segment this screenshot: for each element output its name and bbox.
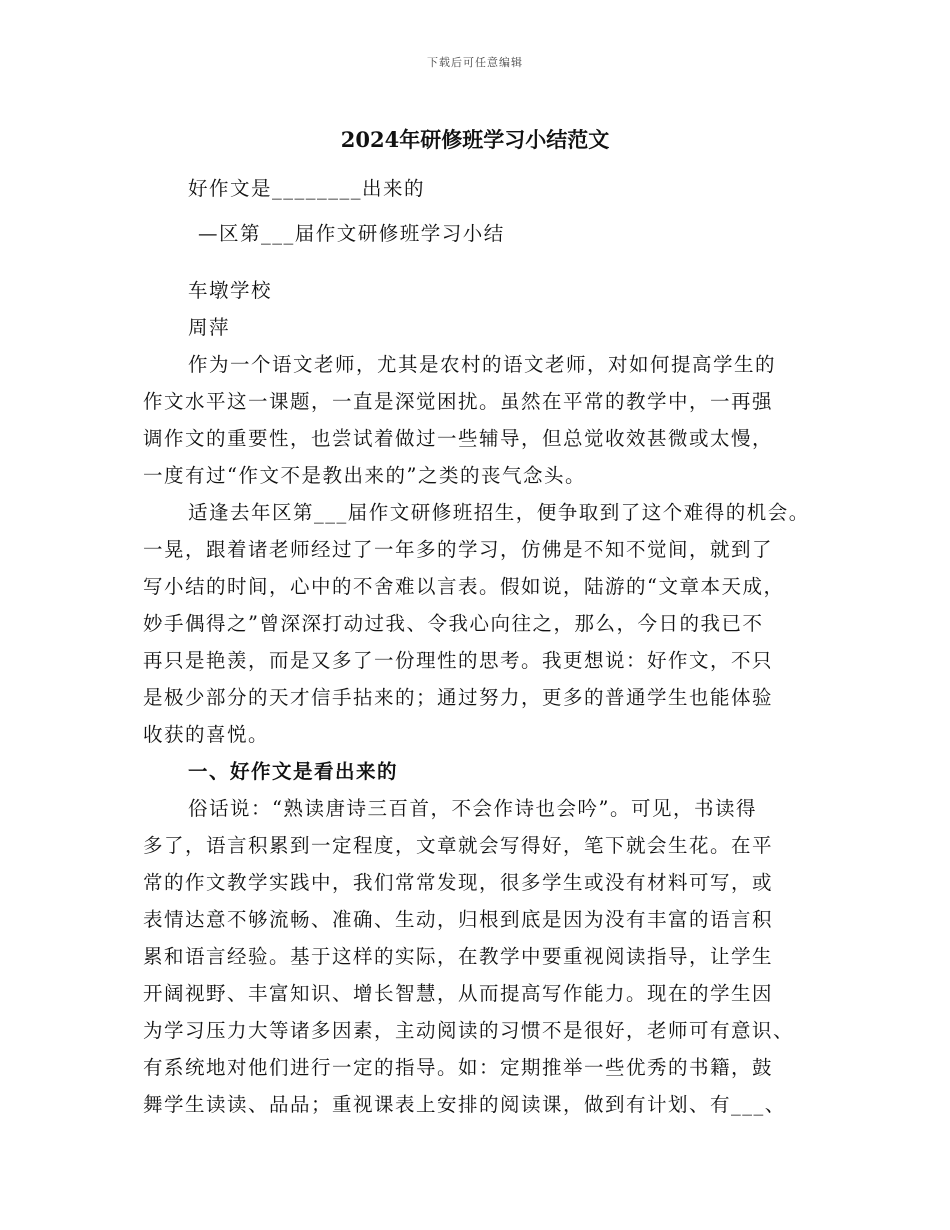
paragraph-line: 作为一个语文老师，尤其是农村的语文老师，对如何提高学生的 [188,353,777,376]
paragraph-line: 再只是艳羡，而是又多了一份理性的思考。我更想说：好作文，不只 [143,649,774,672]
paragraph-line: 舞学生读读、品品；重视课表上安排的阅读课，做到有计划、有___、 [143,1093,786,1116]
paragraph-line: 是极少部分的天才信手拈来的；通过努力，更多的普通学生也能体验 [143,686,774,709]
subtitle-line: —区第___届作文研修班学习小结 [198,222,505,245]
paragraph-line: 俗话说：“熟读唐诗三百首，不会作诗也会吟”。可见，书读得 [188,797,757,820]
paragraph-line: 一度有过“作文不是教出来的”之类的丧气念头。 [143,464,586,487]
paragraph-line: 多了，语言积累到一定程度，文章就会写得好，笔下就会生花。在平 [143,834,774,857]
paragraph-line: 作文水平这一课题，一直是深觉困扰。虽然在平常的教学中，一再强 [143,390,774,413]
paragraph-line: 有系统地对他们进行一定的指导。如：定期推举一些优秀的书籍，鼓 [143,1056,774,1079]
paragraph-line: 累和语言经验。基于这样的实际，在教学中要重视阅读指导，让学生 [143,945,774,968]
section-heading: 一、好作文是看出来的 [188,760,399,783]
paragraph [143,346,823,494]
subtitle-line: 好作文是________出来的 [188,177,426,200]
paragraph-line: 为学习压力大等诸多因素，主动阅读的习惯不是很好，老师可有意识、 [143,1019,795,1042]
paragraph-line: 写小结的时间，心中的不舍难以言表。假如说，陆游的“文章本天成， [143,575,785,598]
document-title: 2024年研修班学习小结范文 [340,127,610,152]
paragraph [143,790,823,1123]
paragraph-line: 妙手偶得之”曾深深打动过我、令我心向往之，那么，今日的我已不 [143,612,764,635]
author-school: 车墩学校 [188,279,273,302]
paragraph-line: 调作文的重要性，也尝试着做过一些辅导，但总觉收效甚微或太慢， [143,427,774,450]
document-body [143,170,823,1123]
paragraph-line: 开阔视野、丰富知识、增长智慧，从而提高写作能力。现在的学生因 [143,982,774,1005]
paragraph [143,494,823,753]
paragraph-line: 一晃，跟着诸老师经过了一年多的学习，仿佛是不知不觉间，就到了 [143,538,774,561]
author-name: 周萍 [188,316,231,339]
paragraph-line: 收获的喜悦。 [143,723,270,746]
header-note: 下载后可任意编辑 [427,56,523,69]
paragraph-line: 适逢去年区第___届作文研修班招生，便争取到了这个难得的机会。 [188,501,810,524]
paragraph-line: 常的作文教学实践中，我们常常发现，很多学生或没有材料可写，或 [143,871,774,894]
paragraph-line: 表情达意不够流畅、准确、生动，归根到底是因为没有丰富的语言积 [143,908,774,931]
